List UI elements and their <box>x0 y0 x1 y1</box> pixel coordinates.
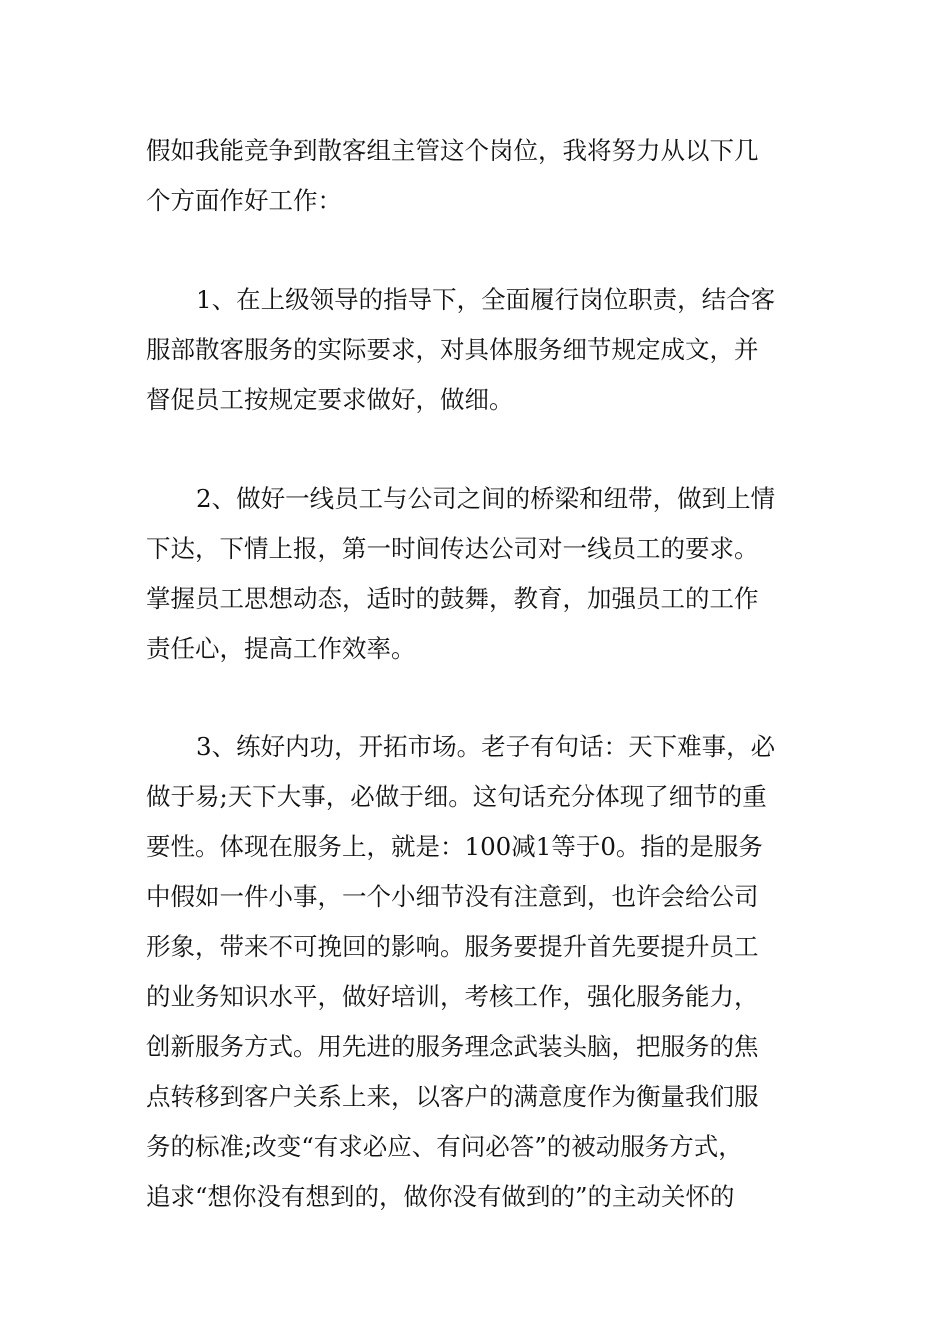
text-line: 下达，下情上报，第一时间传达公司对一线员工的要求。 <box>146 534 759 563</box>
text-line: 务的标准;改变“有求必应、有问必答”的被动服务方式， <box>146 1132 743 1161</box>
text-line: 点转移到客户关系上来，以客户的满意度作为衡量我们服 <box>146 1082 759 1111</box>
text-line: 的业务知识水平，做好培训，考核工作，强化服务能力， <box>146 982 759 1011</box>
text-line: 创新服务方式。用先进的服务理念武装头脑，把服务的焦 <box>146 1032 759 1061</box>
text-line: 2、做好一线员工与公司之间的桥梁和纽带，做到上情 <box>196 484 776 513</box>
text-line: 假如我能竞争到散客组主管这个岗位，我将努力从以下几 <box>146 136 759 165</box>
text-line: 追求“想你没有想到的，做你没有做到的”的主动关怀的 <box>146 1182 735 1211</box>
paragraph-3 <box>146 722 810 1222</box>
text-line: 掌握员工思想动态，适时的鼓舞，教育，加强员工的工作 <box>146 584 759 613</box>
text-line: 个方面作好工作： <box>146 186 342 215</box>
intro-paragraph <box>146 126 810 226</box>
text-line: 中假如一件小事，一个小细节没有注意到，也许会给公司 <box>146 882 759 911</box>
text-line: 责任心，提高工作效率。 <box>146 634 416 663</box>
text-line: 要性。体现在服务上，就是：100减1等于0。指的是服务 <box>146 832 763 861</box>
text-line: 服部散客服务的实际要求，对具体服务细节规定成文，并 <box>146 335 759 364</box>
text-line: 1、在上级领导的指导下，全面履行岗位职责，结合客 <box>196 285 776 314</box>
text-line: 做于易;天下大事，必做于细。这句话充分体现了细节的重 <box>146 782 767 811</box>
text-line: 3、练好内功，开拓市场。老子有句话：天下难事，必 <box>196 732 776 761</box>
paragraph-1 <box>146 275 810 425</box>
paragraph-2 <box>146 474 810 674</box>
text-line: 督促员工按规定要求做好，做细。 <box>146 385 514 414</box>
text-line: 形象，带来不可挽回的影响。服务要提升首先要提升员工 <box>146 932 759 961</box>
